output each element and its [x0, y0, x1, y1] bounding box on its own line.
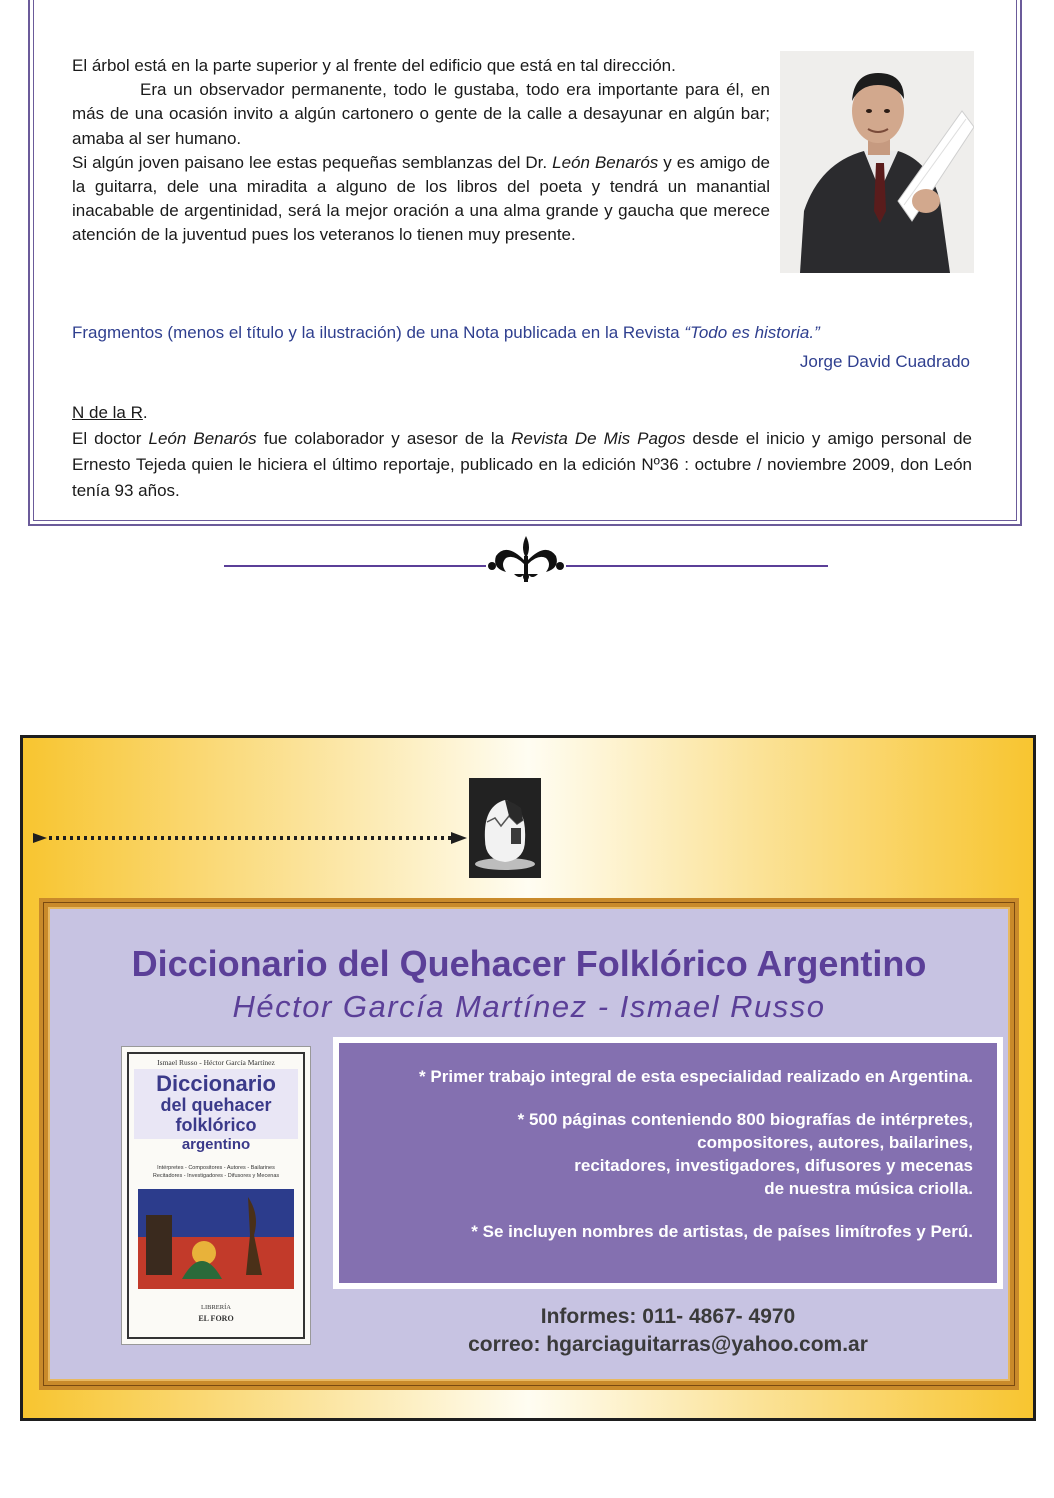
book-cover-title-line: argentino [181, 1136, 251, 1153]
contact-info [348, 1303, 988, 1359]
magazine-name: Revista De Mis Pagos [511, 429, 686, 448]
feature-line: de nuestra música criolla. [764, 1179, 973, 1198]
article-body [72, 54, 770, 248]
book-cover-subtitle-line: Recitadores - Investigadores - Difusores y Mecenas [152, 1173, 280, 1179]
ad-title: Diccionario del Quehacer Folklórico Argentino [131, 943, 927, 984]
editor-note-period: . [142, 403, 148, 422]
editor-note-text: fue colaborador y asesor de la [256, 429, 512, 448]
editor-note-text: desde el inicio y amigo personal de Ernesto Tejeda quien le hiciera el último reportaje, publicado en la edición Nº36 : octubre / noviembre 2009, don León tenía 93 años. [72, 429, 972, 500]
editor-note-heading: N de la R [72, 403, 143, 422]
features-panel [333, 1037, 1003, 1289]
article-paragraph: Era un observador permanente, todo le gustaba, todo era importante para él, en más de una ocasión invito a algún cartonero o gente de la calle a desayunar en algún bar; amaba al ser humano. [72, 80, 770, 148]
feature-line: * 500 páginas conteniendo 800 biografías de intérpretes, [517, 1110, 973, 1129]
article-paragraph: El árbol está en la parte superior y al frente del edificio que está en tal dirección. [72, 56, 676, 75]
ad-frame [39, 898, 1019, 1390]
author-name: Jorge David Cuadrado [799, 352, 970, 371]
source-note [72, 323, 972, 343]
book-advertisement [20, 735, 1036, 1421]
dotted-arrow-icon [33, 830, 473, 846]
book-cover-title-line: Diccionario [156, 1071, 276, 1096]
feature-line: * Se incluyen nombres de artistas, de países limítrofes y Perú. [471, 1222, 973, 1241]
book-cover-title-line: folklórico [175, 1115, 257, 1135]
person-name: León Benarós [148, 429, 257, 448]
editor-note [72, 400, 972, 504]
feature-line: * Primer trabajo integral de esta especialidad realizado en Argentina. [419, 1067, 973, 1086]
book-cover-image [121, 1046, 311, 1345]
article-text: y es amigo de la guitarra, dele una miradita a alguno de los libros del poeta y tendrá un manantial inacabable de argentinidad, será la mejor oración a una alma grande y gaucha que merece atención de la juventud pues los veteranos lo tienen muy presente. [72, 152, 770, 245]
book-cover-authors: Ismael Russo - Héctor García Martínez [157, 1058, 275, 1067]
article-box [28, 0, 1022, 526]
contact-email: correo: hgarciaguitarras@yahoo.com.ar [468, 1333, 868, 1356]
editor-note-text: El doctor [72, 429, 149, 448]
article-paragraph [72, 151, 770, 248]
person-name: León Benarós [552, 152, 659, 172]
book-cover-title-line: del quehacer [160, 1095, 272, 1115]
source-note-text: Fragmentos (menos el título y la ilustración) de una Nota publicada en la Revista [72, 323, 685, 342]
source-magazine: “Todo es historia.” [684, 323, 820, 342]
ad-authors: Héctor García Martínez - Ismael Russo [232, 989, 826, 1024]
ornament-divider [224, 534, 828, 586]
feature-line: recitadores, investigadores, difusores y mecenas [574, 1156, 973, 1175]
feature-line: compositores, autores, bailarines, [697, 1133, 973, 1152]
article-text: Si algún joven paisano lee estas pequeñas semblanzas del Dr. [72, 152, 553, 172]
book-cover-publisher-line: LIBRERÍA [201, 1304, 231, 1311]
portrait-photo [780, 51, 974, 273]
contact-phone: Informes: 011- 4867- 4970 [540, 1305, 796, 1328]
book-cover-publisher-line: EL FORO [198, 1314, 234, 1323]
book-cover-subtitle-line: Intérpretes - Compositores - Autores - Bailarines [157, 1165, 275, 1171]
cracked-egg-image [469, 778, 541, 878]
